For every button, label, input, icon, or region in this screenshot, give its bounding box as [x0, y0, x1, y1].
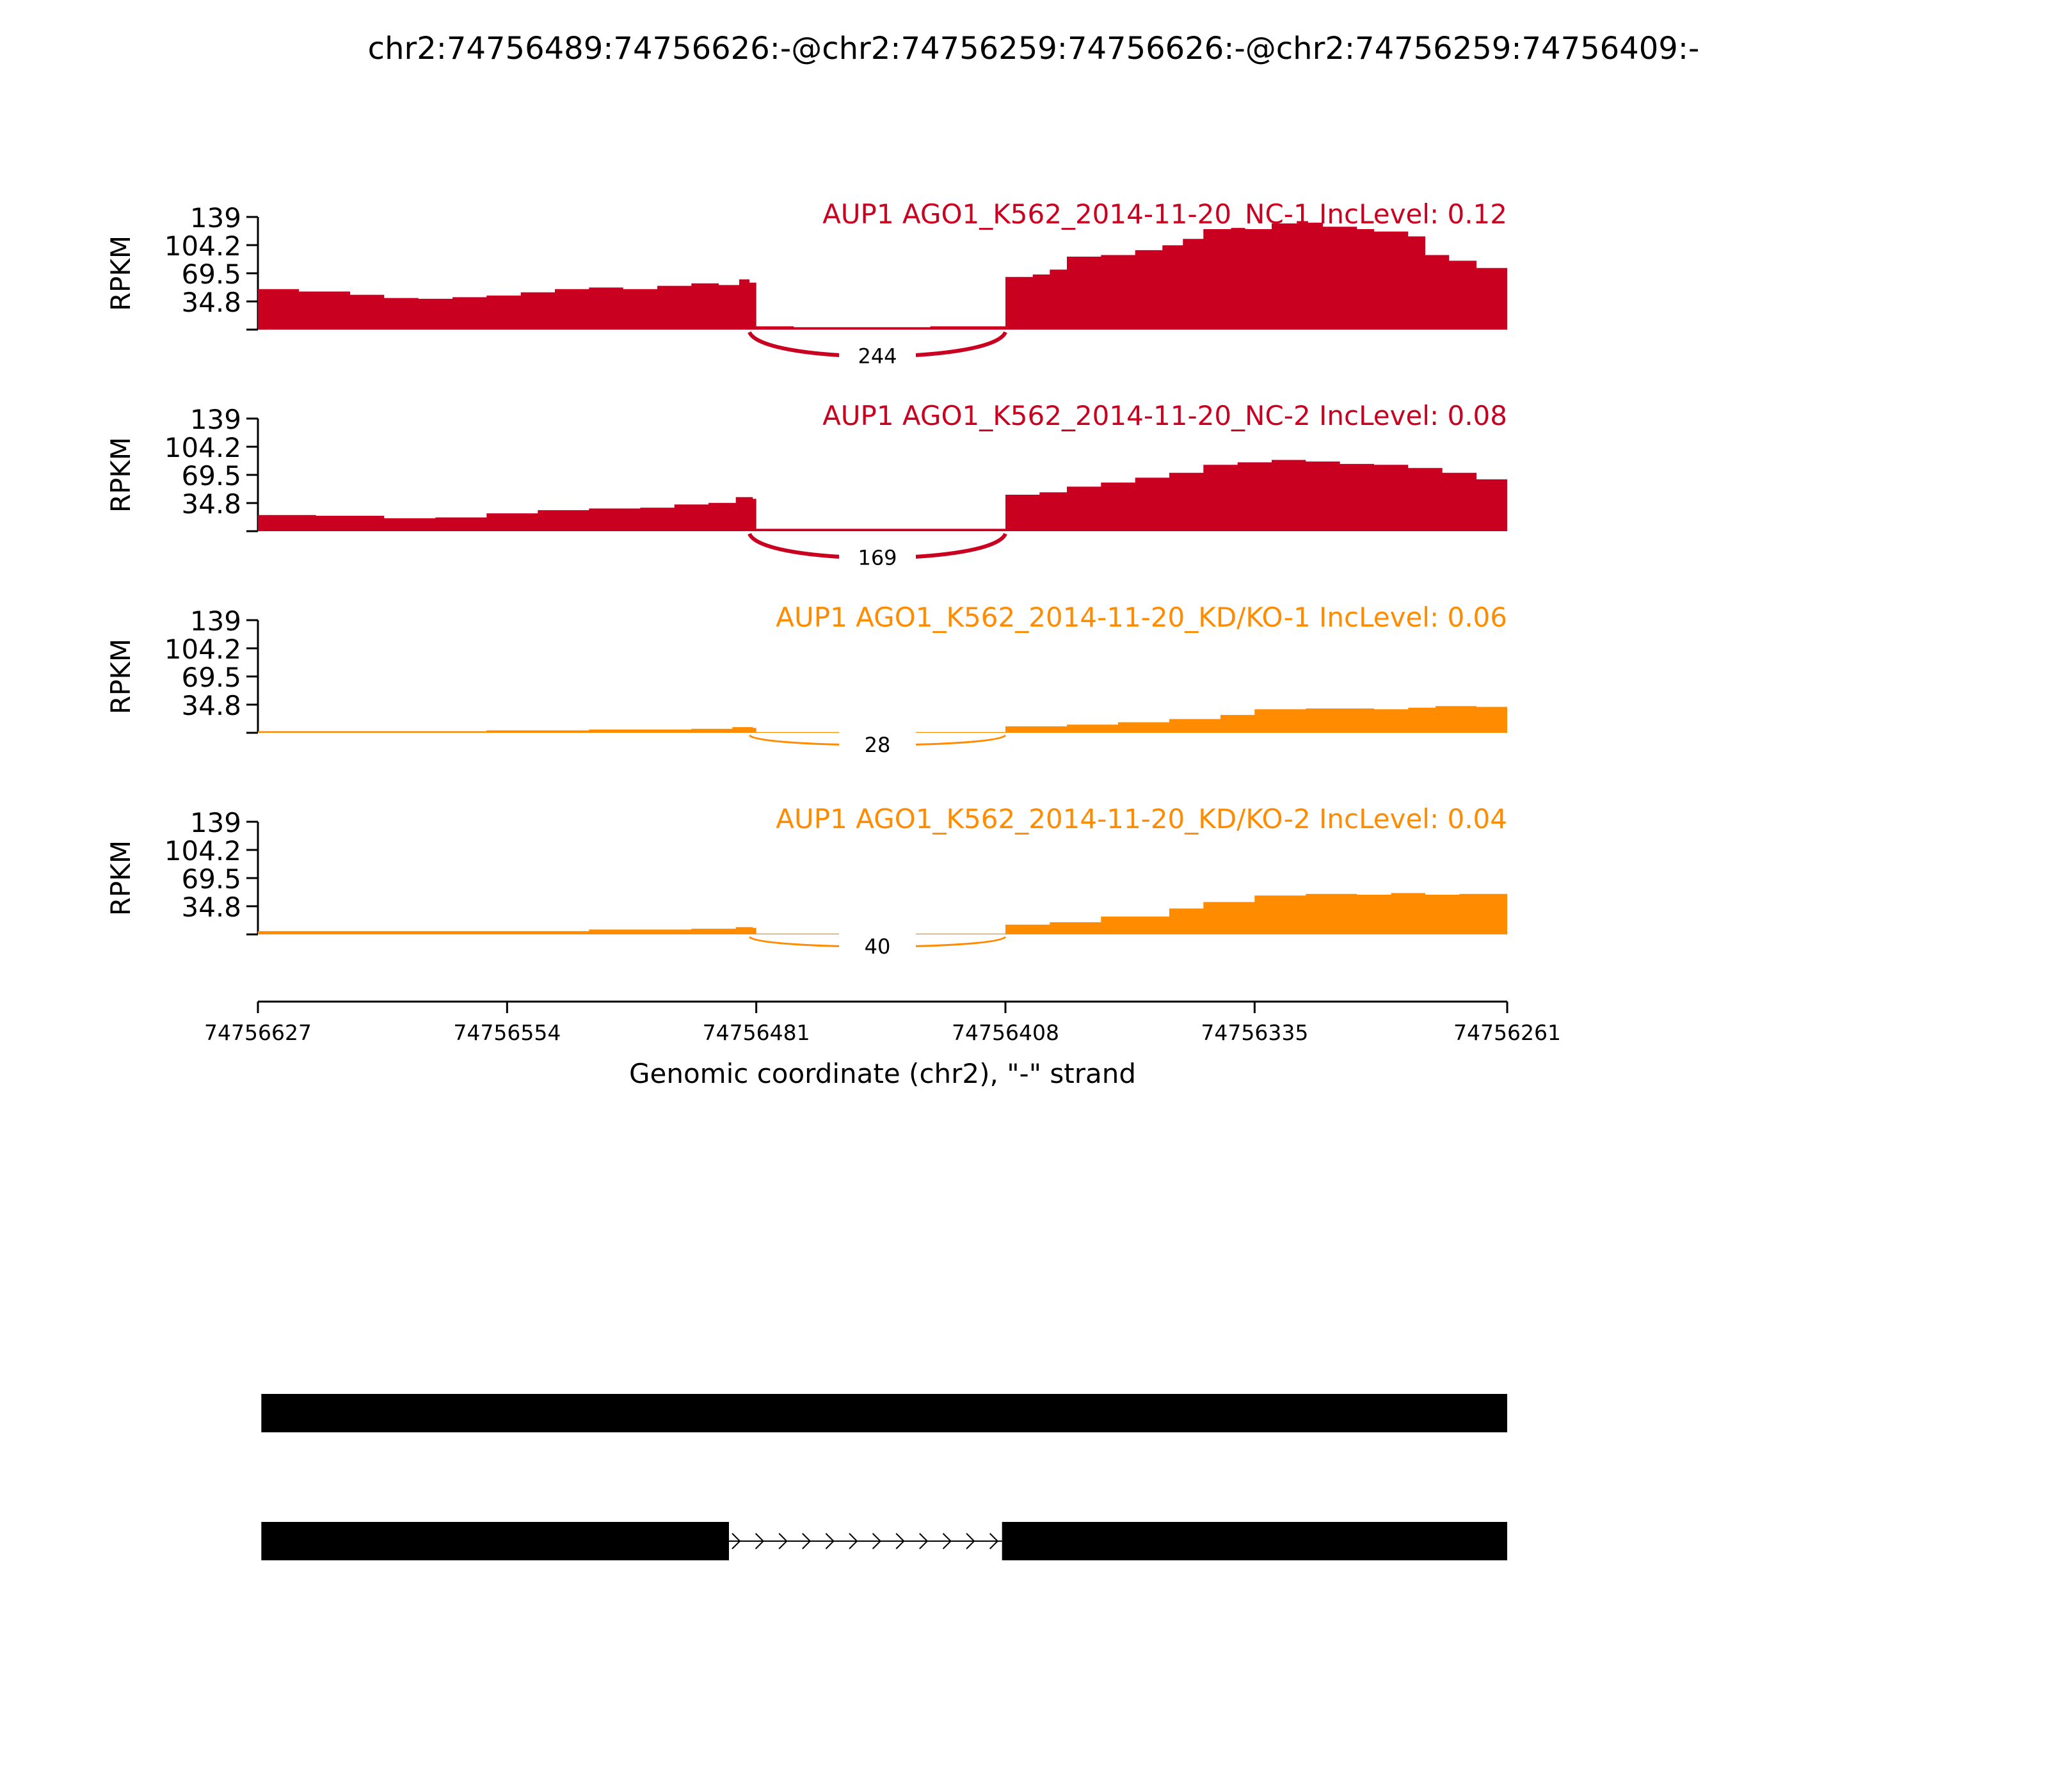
y-tick-label: 34.8 — [181, 892, 241, 923]
exon-block — [261, 1394, 1507, 1432]
track-2 — [105, 400, 1507, 573]
exon-skipping-isoform — [261, 1522, 1507, 1560]
x-tick-label: 74756408 — [952, 1020, 1059, 1045]
y-axis-label: RPKM — [105, 840, 136, 916]
junction-count: 169 — [858, 545, 897, 570]
x-tick-label: 74756554 — [453, 1020, 561, 1045]
y-tick-label: 104.2 — [164, 230, 241, 262]
y-tick-label: 69.5 — [181, 460, 241, 492]
y-tick-label: 69.5 — [181, 863, 241, 895]
track-4 — [105, 803, 1507, 962]
exon-inclusion-isoform — [261, 1394, 1507, 1432]
y-axis-label: RPKM — [105, 235, 136, 312]
x-axis — [204, 1002, 1561, 1089]
gene-models — [261, 1394, 1507, 1560]
track-3 — [105, 602, 1507, 760]
y-tick-label: 69.5 — [181, 662, 241, 693]
figure-title: chr2:74756489:74756626:-@chr2:74756259:74756626:-@chr2:74756259:74756409:- — [367, 31, 1700, 67]
x-tick-label: 74756627 — [204, 1020, 312, 1045]
coverage-tracks — [105, 198, 1507, 962]
y-tick-label: 139 — [189, 404, 241, 435]
y-tick-label: 69.5 — [181, 259, 241, 290]
x-tick-label: 74756261 — [1453, 1020, 1561, 1045]
exon-block — [261, 1522, 729, 1560]
junction-count: 40 — [864, 934, 891, 959]
track-label: AUP1 AGO1_K562_2014-11-20_NC-2 IncLevel: 0.08 — [822, 400, 1507, 431]
track-label: AUP1 AGO1_K562_2014-11-20_KD/KO-2 IncLevel: 0.04 — [776, 803, 1507, 835]
y-tick-label: 139 — [189, 807, 241, 838]
track-label: AUP1 AGO1_K562_2014-11-20_KD/KO-1 IncLevel: 0.06 — [776, 602, 1507, 633]
track-label: AUP1 AGO1_K562_2014-11-20_NC-1 IncLevel: 0.12 — [822, 198, 1507, 230]
y-tick-label: 34.8 — [181, 690, 241, 721]
x-tick-label: 74756335 — [1201, 1020, 1309, 1045]
y-tick-label: 104.2 — [164, 835, 241, 867]
track-1 — [105, 198, 1507, 372]
y-axis-label: RPKM — [105, 436, 136, 513]
y-tick-label: 34.8 — [181, 488, 241, 520]
y-tick-label: 104.2 — [164, 432, 241, 463]
y-tick-label: 34.8 — [181, 287, 241, 318]
junction-count: 28 — [864, 733, 891, 757]
exon-block — [1002, 1522, 1507, 1560]
y-tick-label: 139 — [189, 605, 241, 637]
y-axis-label: RPKM — [105, 638, 136, 715]
y-tick-label: 139 — [189, 202, 241, 234]
x-tick-label: 74756481 — [702, 1020, 810, 1045]
coverage-area — [258, 893, 1507, 934]
junction-count: 244 — [858, 344, 897, 369]
y-tick-label: 104.2 — [164, 634, 241, 665]
coverage-area — [258, 460, 1507, 531]
x-axis-label: Genomic coordinate (chr2), "-" strand — [628, 1058, 1137, 1089]
coverage-area — [258, 223, 1507, 330]
coverage-area — [258, 706, 1507, 733]
